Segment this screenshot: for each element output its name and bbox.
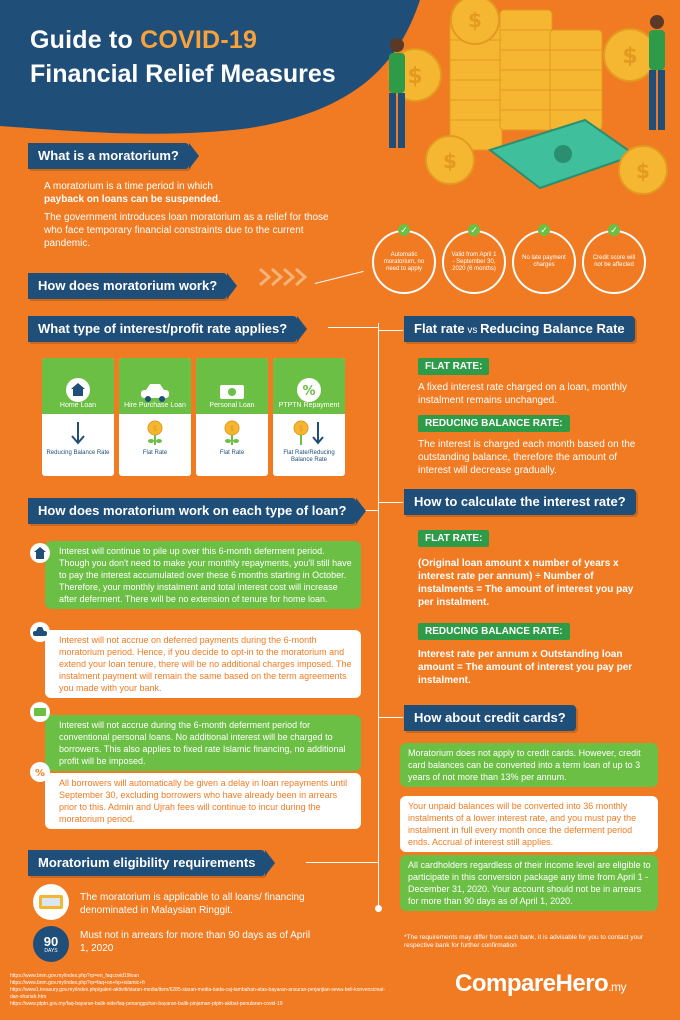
moratorium-purpose: The government introduces loan moratorium as a relief for those who face temporary financial constraints due to the current pandemic. [44, 212, 329, 249]
car-icon [138, 382, 172, 402]
connector-line [315, 271, 364, 284]
check-icon: ✓ [468, 224, 480, 236]
svg-text:$: $ [152, 424, 158, 433]
svg-text:$: $ [298, 424, 304, 433]
comparehero-logo: CompareHero.my [455, 970, 627, 997]
house-icon [66, 378, 90, 402]
reducing-rate-label: REDUCING BALANCE RATE: [418, 415, 570, 432]
flat-rate-definition: A fixed interest rate charged on a loan, monthly instalment remains unchanged. [418, 382, 628, 406]
card-personal-loan: Personal Loan $ Flat Rate [196, 358, 268, 476]
calc-flat-rate-label: FLAT RATE: [418, 530, 489, 547]
flat-rate-label: FLAT RATE: [418, 358, 489, 375]
connector-line [306, 862, 378, 863]
home-loan-info: Interest will continue to pile up over this 6-month deferment period. Though you don't need to make your monthly repayments, you'll still have to pay the interest accumulated over these 6 months starting in October. Therefore, your monthly instalment and total interest cost will increase after deferment. There will be no extension of tenure for home loan. [45, 541, 361, 609]
svg-text:%: % [302, 384, 316, 399]
source-link[interactable]: https://www.bnm.gov.my/index.php?rp=faq+on+hp+islamic+fr [10, 980, 146, 986]
coin-plant-arrow-icon [291, 420, 327, 446]
svg-text:$: $ [468, 8, 482, 32]
coin-plant-icon [222, 420, 242, 446]
feature-circle-auto: Automatic moratorium, no need to apply [372, 230, 436, 294]
house-icon [30, 543, 50, 563]
credit-card-instalments: Your unpaid balances will be converted into 36 monthly instalments of a lower interest rate, and you must pay the instalment in full every month once the deferment period ends. Accrual of interest still applies. [400, 796, 658, 852]
section-what-is-moratorium: What is a moratorium? [28, 143, 189, 169]
svg-text:$: $ [622, 44, 638, 69]
ringgit-icon [33, 884, 69, 920]
money-icon [30, 702, 50, 722]
coins-illustration [375, 0, 680, 200]
svg-text:%: % [34, 768, 46, 779]
page-subtitle: Financial Relief Measures [30, 60, 336, 88]
90-days-badge: 90 DAYS [33, 926, 69, 962]
eligibility-currency: The moratorium is applicable to all loans/ financing denominated in Malaysian Ringgit. [80, 892, 305, 916]
sources-list [10, 973, 390, 1008]
svg-text:$: $ [407, 64, 423, 89]
money-icon [218, 382, 246, 402]
section-each-loan-type: How does moratorium work on each type of loan? [28, 498, 356, 524]
feature-circle-validity: Valid from April 1 - September 30, 2020 (6 months) [442, 230, 506, 294]
bank-disclaimer-note: *The requirements may differ from each bank, it is advisable for you to contact your respective bank for further confirmation [404, 934, 644, 949]
timeline-line [378, 323, 379, 908]
credit-card-conversion: Moratorium does not apply to credit cards. However, credit card balances can be converted into a term loan of up to 3 years of not more than 13% per annum. [400, 743, 658, 787]
timeline-end-dot [375, 905, 382, 912]
card-ptptn: % PTPTN Repayment $ Flat Rate/Reducing Balance Rate [273, 358, 345, 476]
svg-text:$: $ [229, 424, 235, 433]
credit-card-eligibility: All cardholders regardless of their income level are eligible to participate in this conversion package any time from April 1 - December 31, 2020. Your account should not be in arrears for more than 90 days as of April 1, 2020. [400, 855, 658, 911]
connector-line [378, 330, 403, 331]
eligibility-arrears: Must not in arrears for more than 90 days as of April 1, 2020 [80, 930, 311, 954]
percent-icon [297, 378, 321, 402]
loan-type-cards [38, 358, 350, 484]
feature-circle-no-late-charges: No late payment charges [512, 230, 576, 294]
source-link[interactable]: https://www.bnm.gov.my/index.php?rp=en_faqcovid19loan [10, 973, 140, 979]
personal-loan-info: Interest will not accrue during the 6-month deferment period for conventional personal loans. No additional interest will be charged to borrowers. This also applies to fixed rate Islamic financing, no additional profit will be imposed. [45, 715, 361, 771]
calc-reducing-rate-formula: Interest rate per annum x Outstanding loan amount = The amount of interest you pay per instalment. [418, 649, 633, 686]
connector-line [378, 717, 403, 718]
section-calculate-interest: How to calculate the interest rate? [404, 489, 636, 515]
car-icon [30, 622, 50, 642]
feature-circle-credit-score: Credit score will not be affected [582, 230, 646, 294]
section-interest-type: What type of interest/profit rate applies? [28, 316, 297, 342]
check-icon: ✓ [608, 224, 620, 236]
connector-line [328, 327, 378, 328]
moratorium-definition: A moratorium is a time period in which payback on loans can be suspended. [44, 181, 221, 205]
check-icon: ✓ [538, 224, 550, 236]
section-how-moratorium-works: How does moratorium work? [28, 273, 227, 299]
ptptn-info: All borrowers will automatically be given a delay in loan repayments until September 30, excluding borrowers who have already been in arrears prior to this. Admin and Ujrah fees will continue to incur during the moratorium period. [45, 773, 361, 829]
reducing-rate-definition: The interest is charged each month based on the outstanding balance, therefore the amount of interest will decrease gradually. [418, 439, 636, 476]
section-eligibility: Moratorium eligibility requirements [28, 850, 265, 876]
svg-text:$: $ [636, 159, 650, 183]
check-icon: ✓ [398, 224, 410, 236]
section-flat-vs-reducing: Flat rate vs Reducing Balance Rate [404, 316, 635, 342]
card-hire-purchase: Hire Purchase Loan $ Flat Rate [119, 358, 191, 476]
calc-flat-rate-formula: (Original loan amount x number of years x interest rate per annum) ÷ Number of instalments = The amount of interest you pay per instalment. [418, 558, 634, 608]
source-link[interactable]: https://www1.treasury.gov.my/index.php/galeri-aktiviti/siaran-media/item/6285-siaran-media-tiada-caj-tambahan-atas-bayaran-ansuran-perjanjian-sewa-beli-konvensional-dan-shariah.htm [10, 987, 385, 1000]
svg-text:$: $ [443, 149, 457, 173]
arrows-decoration [258, 266, 318, 288]
arrow-down-icon [68, 420, 88, 446]
section-credit-cards: How about credit cards? [404, 705, 576, 731]
hire-purchase-info: Interest will not accrue on deferred payments during the 6-month moratorium period. Hence, if you decide to opt-in to the moratorium and extend your loan tenure, there will be no additional charges imposed. The instalment payment will remain the same based on the term agreements you made with your bank. [45, 630, 361, 698]
percent-icon [30, 762, 50, 782]
page-title: Guide to COVID-19 [30, 26, 258, 54]
source-link[interactable]: https://www.ptptn.gov.my/faq-bayaran-balik-side/faq-penangguhan-bayaran-balik-pinjaman-ptptn-akibat-penularan-covid-19 [10, 1001, 283, 1007]
coin-plant-icon [145, 420, 165, 446]
calc-reducing-rate-label: REDUCING BALANCE RATE: [418, 623, 570, 640]
connector-line [378, 502, 403, 503]
card-home-loan: Home Loan Reducing Balance Rate [42, 358, 114, 476]
